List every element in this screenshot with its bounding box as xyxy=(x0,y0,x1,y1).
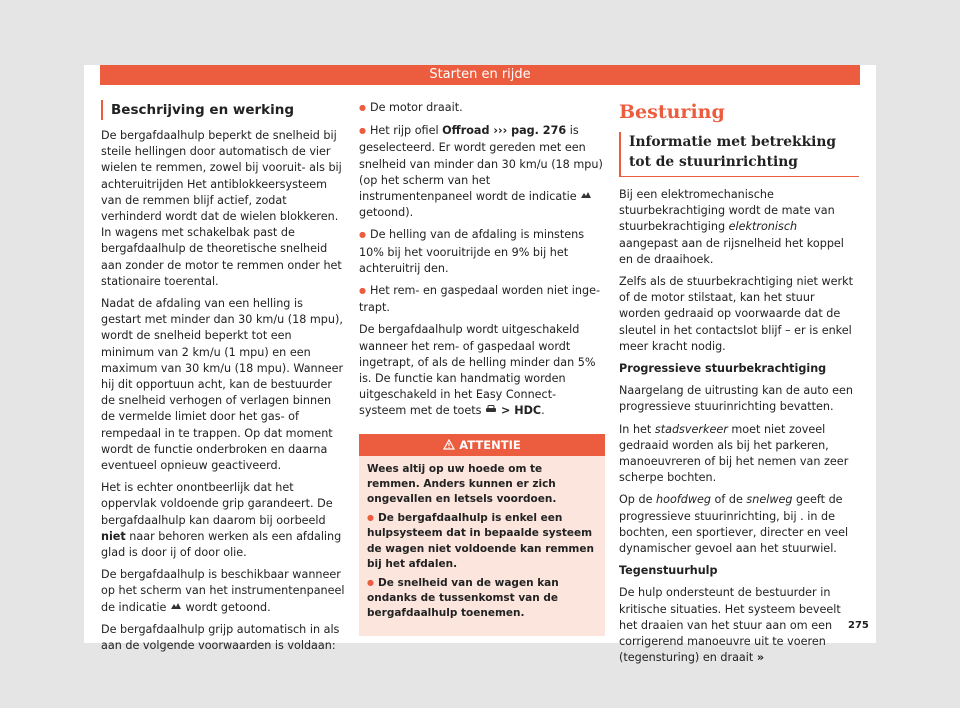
paragraph: In het stadsverkeer moet niet zoveel gedraaid worden als bij het parkeren, manoeuvreren of bij het nemen van zeer scherpe bochten. xyxy=(619,422,849,485)
warning-item: ● De snelheid van de wagen kan ondanks de tussenkomst van de bergafdaalhulp toenemen. xyxy=(367,576,597,622)
paragraph: De bergafdaalhulp wordt uitgeschakeld wanneer het rem- of gaspedaal wordt ingetrapt, of als de helling minder dan 5% is. De functie kan handmatig worden uitgeschakeld in het Easy Connect-systeem met de toets > HDC. xyxy=(359,323,596,418)
car-menu-icon xyxy=(485,404,497,417)
paragraph: De bergafdaalhulp grijp automatisch in als aan de volgende voorwaarden is voldaan: xyxy=(101,622,340,653)
paragraph: Naargelang de uitrusting kan de auto een progressieve stuurinrichting bevatten. xyxy=(619,384,853,414)
paragraph: De bergafdaalhulp beperkt de snelheid bij steile hellingen door automatisch de vier wielen te remmen, zowel bij vooruit- als bij achteruitrijden Het antiblokkeersysteem van de remmen blijf actief, zodat verhinderd wordt dat de wielen blokkeren. In wagens met schakelbak past de bergafdaalhulp de theoretische snelheid aan zonder de motor te remmen onder het stationaire toerental. xyxy=(101,129,342,288)
column-2 xyxy=(359,100,603,636)
warning-box xyxy=(359,434,605,636)
warning-item: ● De bergafdaalhulp is enkel een hulpsysteem dat in bepaalde systeem de wagen niet voldoende kan remmen bij het afdalen. xyxy=(367,511,597,572)
column-3 xyxy=(619,100,859,672)
paragraph: De bergafdaalhulp is beschikbaar wanneer op het scherm van het instrumentenpaneel de indicatie wordt getoond. xyxy=(101,568,345,614)
warning-triangle-icon xyxy=(443,438,455,452)
section-heading: Beschrijving en werking xyxy=(101,100,345,120)
paragraph: Zelfs als de stuurbekrachtiging niet werkt of de motor stilstaat, kan het stuur worden gedraaid op voorwaarde dat de sleutel in het contactslot blijf – er is enkel meer kracht nodig. xyxy=(619,275,853,353)
paragraph: De hulp ondersteunt de bestuurder in kritische situaties. Het systeem beveelt het draaien van het stuur aan om een corrigerend manoeuvre uit te voeren (tegensturing) en draait » xyxy=(619,586,841,665)
column-1 xyxy=(101,100,345,660)
hdc-indicator-icon xyxy=(170,601,182,614)
section-heading: Informatie met betrekking tot de stuurinrichting xyxy=(619,132,859,177)
warning-body xyxy=(359,456,605,636)
subheading: Progressieve stuurbekrachtiging xyxy=(619,362,827,376)
subheading: Tegenstuurhulp xyxy=(619,564,718,578)
page-number: 275 xyxy=(848,620,869,631)
list-item: ● Het rijp ofiel Offroad ››› pag. 276 is geselecteerd. Er wordt gereden met een snelheid van minder dan 30 km/u (18 mpu) (op het scherm van het instrumentenpaneel wordt de indicatie getoond). xyxy=(359,123,603,221)
section-banner: Starten en rijde xyxy=(100,65,860,85)
paragraph: Nadat de afdaling van een helling is gestart met minder dan 30 km/u (18 mpu), wordt de snelheid beperkt tot een minimum van 2 km/u (1 mpu) en een maximum van 30 km/u (18 mpu). Wanneer hij dit opportuun acht, kan de bestuurder de snelheid verhogen of verlagen binnen de vermelde limiet door het gas- of rempedaal in te trappen. Op dat moment wordt de functie onderbroken en daarna eventueel opnieuw geactiveerd. xyxy=(101,297,344,473)
paragraph: Op de hoofdweg of de snelweg geeft de progressieve stuurinrichting, bij . in de bochten, een sportiever, directer en veel dynamischer gevoel aan het stuurwiel. xyxy=(619,493,849,556)
warning-header: ATTENTIE xyxy=(359,434,605,456)
chapter-title: Besturing xyxy=(619,101,725,123)
paragraph: Het is echter onontbeerlijk dat het oppervlak voldoende grip garandeert. De bergafdaalhulp kan daarom bij oorbeeld niet naar behoren werken als een afdaling glad is door ij of door olie. xyxy=(101,481,342,560)
warning-text: Wees altij op uw hoede om te remmen. Anders kunnen er zich ongevallen en letsels voordoen. xyxy=(367,462,557,506)
paragraph: Bij een elektromechanische stuurbekrachtiging wordt de mate van stuurbekrachtiging elektronisch aangepast aan de rijsnelheid het koppel en de draaihoek. xyxy=(619,188,844,266)
continue-icon: » xyxy=(756,651,765,665)
list-item: ● De motor draait. xyxy=(359,100,603,117)
hdc-indicator-icon xyxy=(580,190,592,203)
list-item: ● Het rem- en gaspedaal worden niet ingetrapt. xyxy=(359,283,603,316)
list-item: ● De helling van de afdaling is minstens 10% bij het vooruitrijde en 9% bij het achteruitrij den. xyxy=(359,227,603,277)
